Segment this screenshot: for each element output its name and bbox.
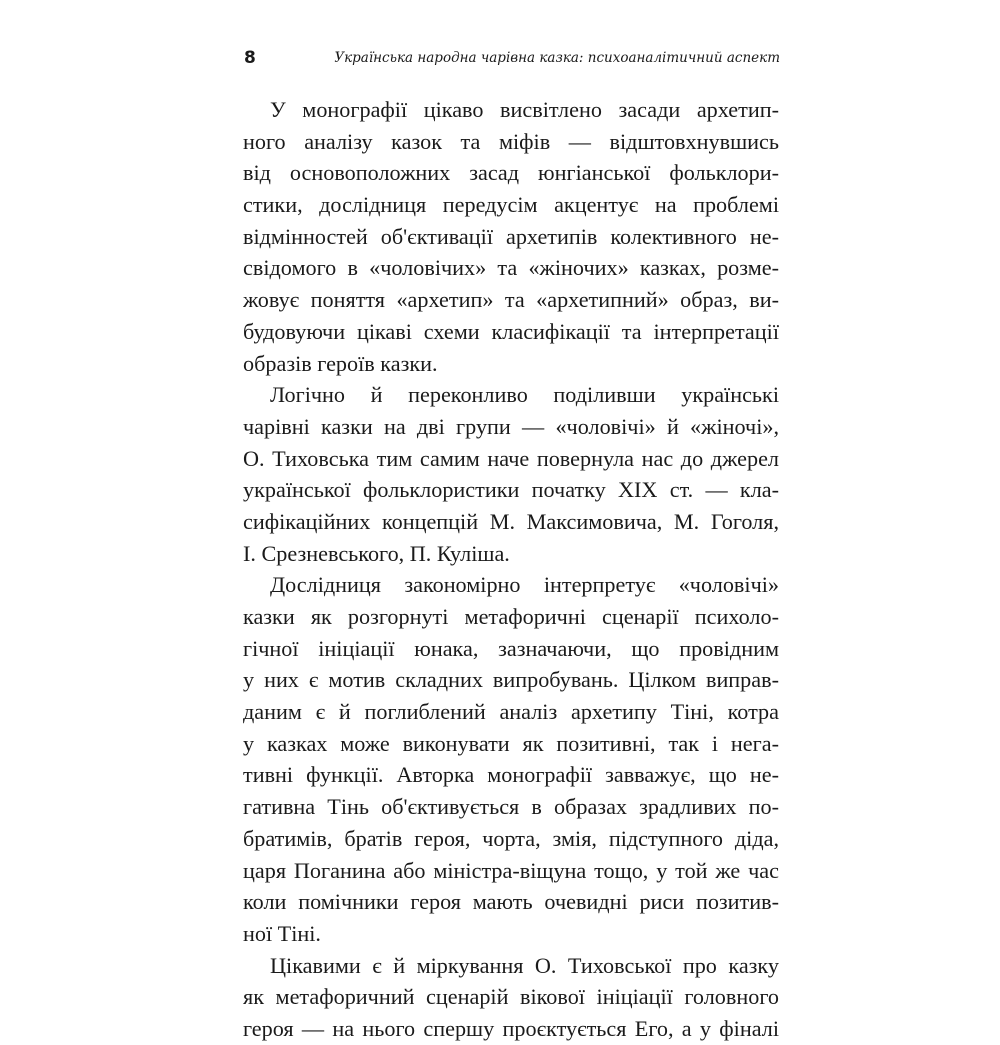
text-line: будовуючи цікаві схеми класифікації та інтерпретації (243, 318, 779, 344)
text-line: відмінностей об'єктивації архетипів колективного не- (243, 223, 779, 249)
text-line: Логічно й переконливо поділивши українські (270, 382, 779, 408)
text-line: гативна Тінь об'єктивується в образах зрадливих по- (243, 794, 779, 820)
page-header (232, 44, 780, 74)
text-line: коли помічники героя мають очевидні риси позитив- (243, 889, 779, 915)
text-line: свідомого в «чоловічих» та «жіночих» казках, розме- (243, 255, 779, 281)
text-line: як метафоричний сценарій вікової ініціації головного (243, 984, 779, 1010)
text-line: сифікаційних концепцій М. Максимовича, М. Гоголя, (243, 508, 779, 534)
text-line: ної Тіні. (243, 920, 321, 946)
text-line: У монографії цікаво висвітлено засади архетип- (270, 97, 779, 122)
text-line: гічної ініціації юнака, зазначаючи, що провідним (243, 635, 779, 661)
text-line: казки як розгорнуті метафоричні сценарії психоло- (243, 604, 779, 629)
text-line: чарівні казки на дві групи — «чоловічі» й «жіночі», (243, 413, 779, 439)
text-line: даним є й поглиблений аналіз архетипу Тіні, котра (243, 699, 779, 725)
text-line: стики, дослідниця передусім акцентує на проблемі (243, 192, 779, 218)
text-line: І. Срезневського, П. Куліша. (243, 540, 510, 566)
page-number: 8 (244, 48, 256, 68)
text-line: від основоположних засад юнгіанської фольклори- (243, 160, 779, 186)
text-line: української фольклористики початку XIX ст. — кла- (243, 477, 779, 503)
running-title: Українська народна чарівна казка: психоаналітичний аспект (334, 50, 780, 66)
text-line: братимів, братів героя, чорта, змія, підступного діда, (243, 825, 779, 851)
body-text (243, 94, 779, 1045)
text-line: царя Поганина або міністра-віщуна тощо, у той же час (243, 857, 779, 883)
text-line: у казках може виконувати як позитивні, так і нега- (243, 730, 779, 756)
text-line: тивні функції. Авторка монографії завважує, що не- (243, 762, 779, 788)
paragraph-4 (243, 950, 779, 1045)
text-line: О. Тиховська тим самим наче повернула нас до джерел (243, 445, 779, 471)
text-line: образів героїв казки. (243, 350, 438, 376)
paragraph-1 (243, 94, 779, 379)
text-line: Дослідниця закономірно інтерпретує «чоловічі» (270, 572, 779, 598)
paragraph-2 (243, 379, 779, 569)
text-line: жовує поняття «архетип» та «архетипний» образ, ви- (243, 287, 779, 313)
text-line: Цікавими є й міркування О. Тиховської про казку (270, 952, 779, 978)
text-line: ного аналізу казок та міфів — відштовхнувшись (243, 128, 779, 154)
text-line: героя — на нього спершу проєктується Eго, а у фіналі (243, 1015, 779, 1041)
text-line: у них є мотив складних випробувань. Цілком виправ- (243, 667, 779, 693)
paragraph-3 (243, 569, 779, 949)
